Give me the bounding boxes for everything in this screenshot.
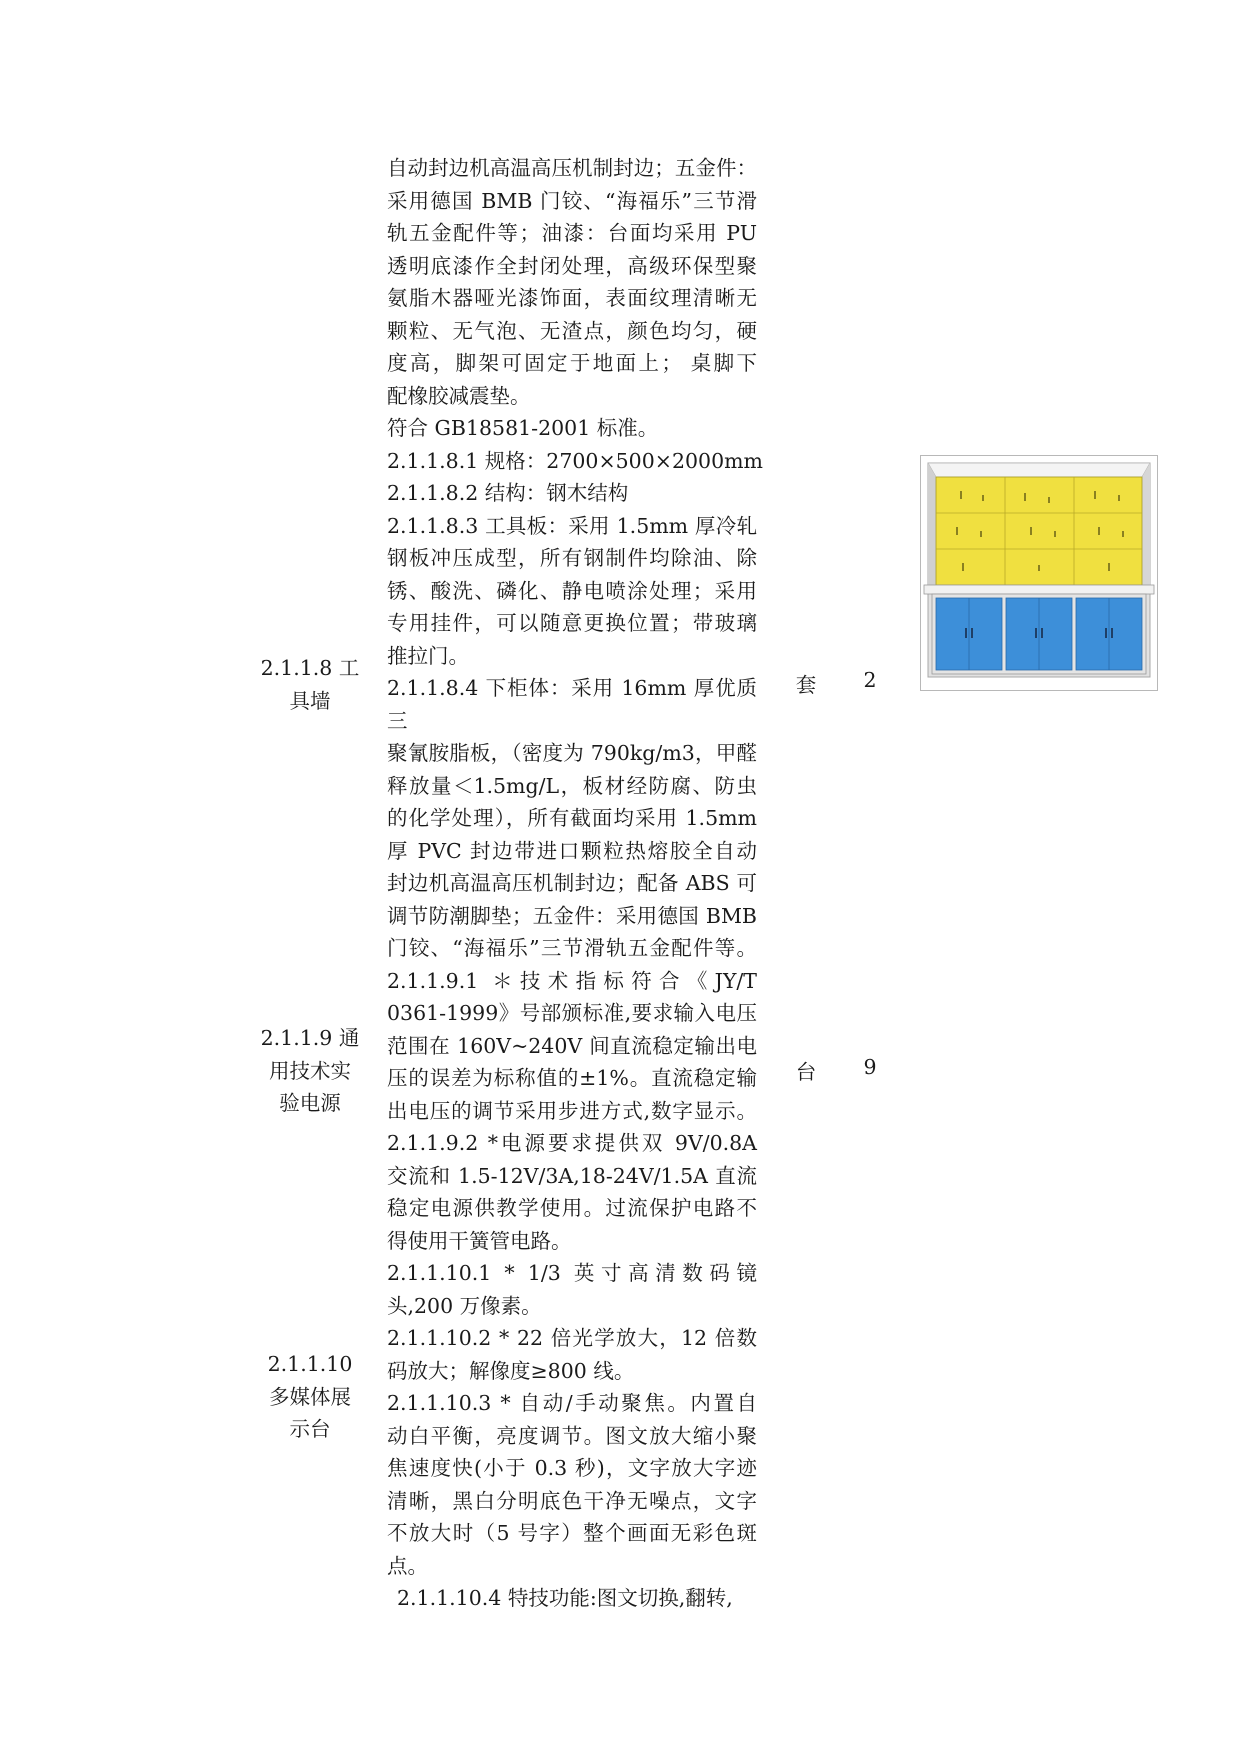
desc-line: 调节防潮脚垫；五金件：采用德国 BMB (387, 903, 757, 928)
desc-line: 范围在 160V~240V 间直流稳定输出电 (387, 1033, 757, 1058)
item-name-line: 用技术实 (269, 1058, 351, 1083)
desc-line: 动白平衡，亮度调节。图文放大缩小聚 (387, 1423, 757, 1448)
desc-line: 压的误差为标称值的±1%。直流稳定输 (387, 1066, 757, 1090)
desc-line: 聚氰胺脂板，（密度为 790kg/m3，甲醛 (387, 741, 757, 765)
desc-line: 颗粒、无气泡、无渣点，颜色均匀，硬 (387, 318, 757, 343)
desc-line: 2.1.1.8.3 工具板：采用 1.5mm 厚冷轧 (387, 513, 757, 538)
desc-line: 头,200 万像素。 (387, 1293, 542, 1318)
desc-line: 专用挂件，可以随意更换位置；带玻璃 (387, 611, 757, 635)
item-name-line: 2.1.1.8 工 (260, 656, 360, 680)
desc-line: 清晰，黑白分明底色干净无噪点，文字 (387, 1488, 757, 1513)
desc-line: 得使用干簧管电路。 (387, 1228, 572, 1253)
item-name-power-supply (250, 1022, 370, 1120)
desc-line: 推拉门。 (387, 643, 469, 668)
tool-wall-cabinet-image (920, 455, 1158, 691)
item-name-line: 示台 (289, 1417, 331, 1441)
desc-line: 锈、酸洗、磷化、静电喷涂处理；采用 (387, 578, 757, 603)
desc-line: 透明底漆作全封闭处理，高级环保型聚 (387, 253, 757, 278)
desc-line: 2.1.1.10.3 * 自动/手动聚焦。内置自 (387, 1391, 757, 1415)
desc-line: 2.1.1.10.1 * 1/3 英寸高清数码镜 (387, 1261, 757, 1285)
item-name-line: 2.1.1.9 通 (260, 1026, 360, 1050)
desc-line: 轨五金配件等；油漆：台面均采用 PU (387, 221, 757, 245)
item-name-line: 2.1.1.10 (267, 1352, 353, 1376)
desc-line: 配橡胶减震垫。 (387, 383, 531, 408)
desc-line: 稳定电源供教学使用。过流保护电路不 (387, 1196, 757, 1220)
desc-line: 自动封边机高温高压机制封边；五金件： (387, 156, 757, 180)
desc-line: 出电压的调节采用步进方式,数字显示。 (387, 1098, 757, 1123)
desc-line: 采用德国 BMB 门铰、“海福乐”三节滑 (387, 188, 757, 213)
desc-line: 码放大；解像度≥800 线。 (387, 1358, 635, 1383)
desc-line: 厚 PVC 封边带进口颗粒热熔胶全自动 (387, 838, 757, 863)
desc-line: 度高，脚架可固定于地面上； 桌脚下 (387, 351, 757, 375)
desc-line: 点。 (387, 1553, 428, 1578)
desc-line: 2.1.1.10.2 * 22 倍光学放大，12 倍数 (387, 1326, 757, 1350)
desc-line: 氨脂木器哑光漆饰面，表面纹理清晰无 (387, 286, 757, 310)
desc-line: 交流和 1.5-12V/3A,18-24V/1.5A 直流 (387, 1163, 757, 1188)
desc-line: 焦速度快(小于 0.3 秒)，文字放大字迹 (387, 1456, 757, 1480)
item-name-line: 具墙 (289, 688, 331, 713)
desc-line: 2.1.1.10.4 特技功能:图文切换,翻转, (397, 1586, 733, 1610)
item-unit: 套 (795, 673, 817, 697)
item-name-line: 验电源 (279, 1091, 341, 1115)
desc-line: 门铰、“海福乐”三节滑轨五金配件等。 (387, 936, 757, 960)
desc-line: 符合 GB18581-2001 标准。 (387, 416, 659, 440)
desc-line: 2.1.1.9.1 ＊技术指标符合《JY/T (387, 968, 757, 993)
desc-line: 封边机高温高压机制封边；配备 ABS 可 (387, 871, 757, 895)
desc-line: 不放大时（5 号字）整个画面无彩色斑 (387, 1521, 757, 1545)
desc-line: 释放量＜1.5mg/L，板材经防腐、防虫 (387, 773, 757, 798)
desc-line: 2.1.1.8.1 规格：2700×500×2000mm (387, 448, 763, 473)
item-unit: 台 (795, 1060, 817, 1084)
item-name-line: 多媒体展 (269, 1384, 351, 1409)
description-column (387, 152, 763, 1615)
desc-line: 2.1.1.8.2 结构：钢木结构 (387, 481, 629, 505)
desc-line: 钢板冲压成型，所有钢制件均除油、除 (387, 546, 757, 570)
desc-line: 2.1.1.9.2 *电源要求提供双 9V/0.8A (387, 1131, 757, 1155)
item-quantity: 9 (863, 1055, 877, 1079)
item-name-multimedia-stand (250, 1348, 370, 1446)
desc-line: 0361-1999》号部颁标准,要求输入电压 (387, 1001, 757, 1025)
item-name-tool-wall (250, 652, 370, 717)
desc-line: 的化学处理），所有截面均采用 1.5mm (387, 806, 757, 830)
item-quantity: 2 (863, 668, 877, 692)
desc-line: 2.1.1.8.4 下柜体：采用 16mm 厚优质三 (387, 676, 757, 733)
